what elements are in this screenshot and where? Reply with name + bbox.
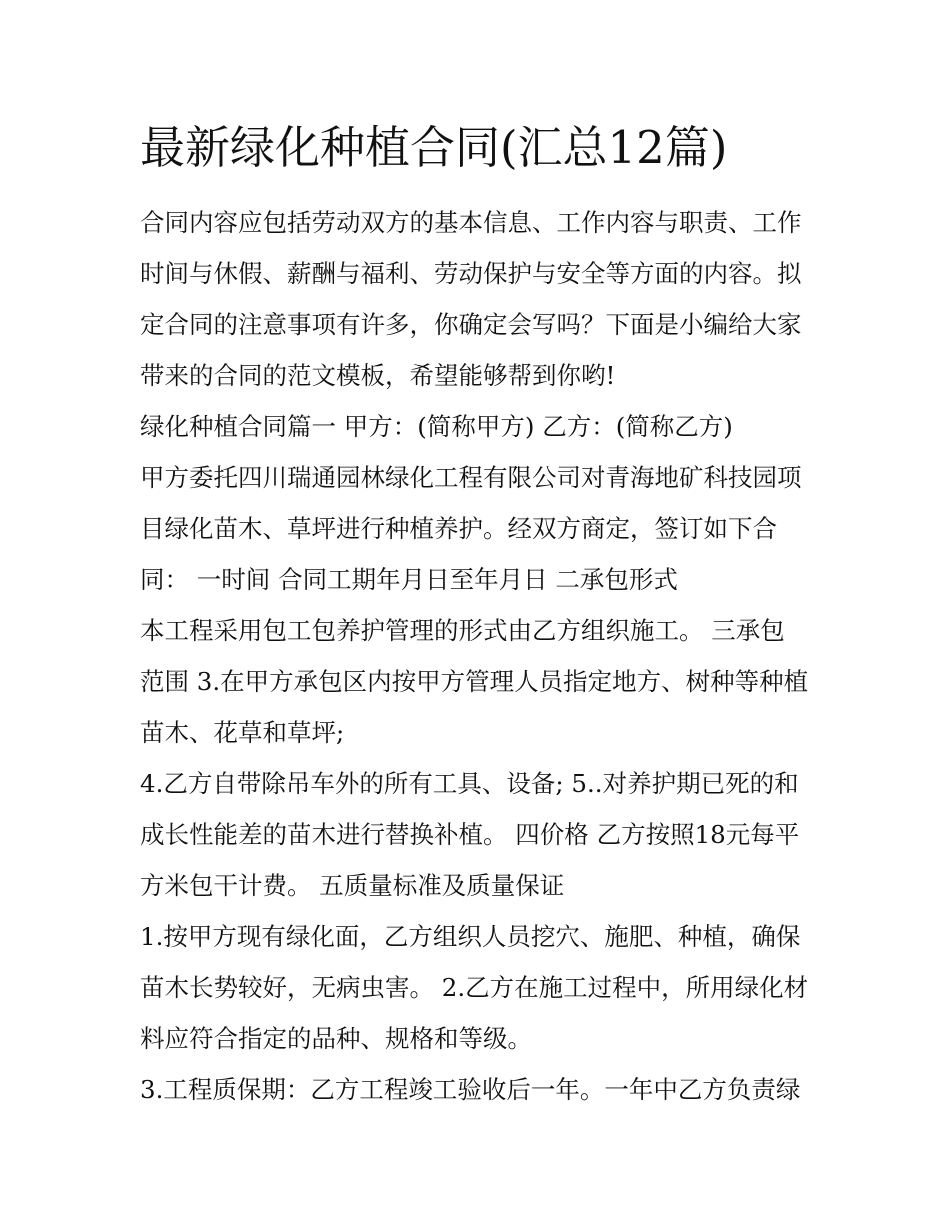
document-title: 最新绿化种植合同(汇总12篇) <box>140 121 728 174</box>
body-line: 带来的合同的范文模板，希望能够帮到你哟! <box>140 361 616 390</box>
body-line: 本工程采用包工包养护管理的形式由乙方组织施工。 三承包 <box>140 616 785 645</box>
body-line: 范围 3.在甲方承包区内按甲方管理人员指定地方、树种等种植 <box>140 667 809 696</box>
body-line: 4.乙方自带除吊车外的所有工具、设备; 5..对养护期已死的和 <box>140 769 799 798</box>
body-line: 苗木、花草和草坪; <box>140 718 345 747</box>
body-line: 定合同的注意事项有许多，你确定会写吗？下面是小编给大家 <box>140 310 802 339</box>
body-line: 料应符合指定的品种、规格和等级。 <box>140 1024 532 1053</box>
body-line: 1.按甲方现有绿化面，乙方组织人员挖穴、施肥、种植，确保 <box>140 922 801 951</box>
body-line: 方米包干计费。 五质量标准及质量保证 <box>140 871 565 900</box>
body-line: 时间与休假、薪酬与福利、劳动保护与安全等方面的内容。拟 <box>140 259 802 288</box>
body-line: 成长性能差的苗木进行替换补植。 四价格 乙方按照18元每平 <box>140 820 800 849</box>
body-line: 合同内容应包括劳动双方的基本信息、工作内容与职责、工作 <box>140 208 802 237</box>
body-line: 3.工程质保期：乙方工程竣工验收后一年。一年中乙方负责绿 <box>140 1075 801 1104</box>
body-line: 绿化种植合同篇一 甲方：(简称甲方) 乙方：(简称乙方) <box>140 412 733 441</box>
body-line: 目绿化苗木、草坪进行种植养护。经双方商定，签订如下合 <box>140 514 777 543</box>
document-body <box>140 197 820 1115</box>
body-line: 同： 一时间 合同工期年月日至年月日 二承包形式 <box>140 565 678 594</box>
body-line: 甲方委托四川瑞通园林绿化工程有限公司对青海地矿科技园项 <box>140 463 802 492</box>
body-line: 苗木长势较好，无病虫害。 2.乙方在施工过程中，所用绿化材 <box>140 973 809 1002</box>
